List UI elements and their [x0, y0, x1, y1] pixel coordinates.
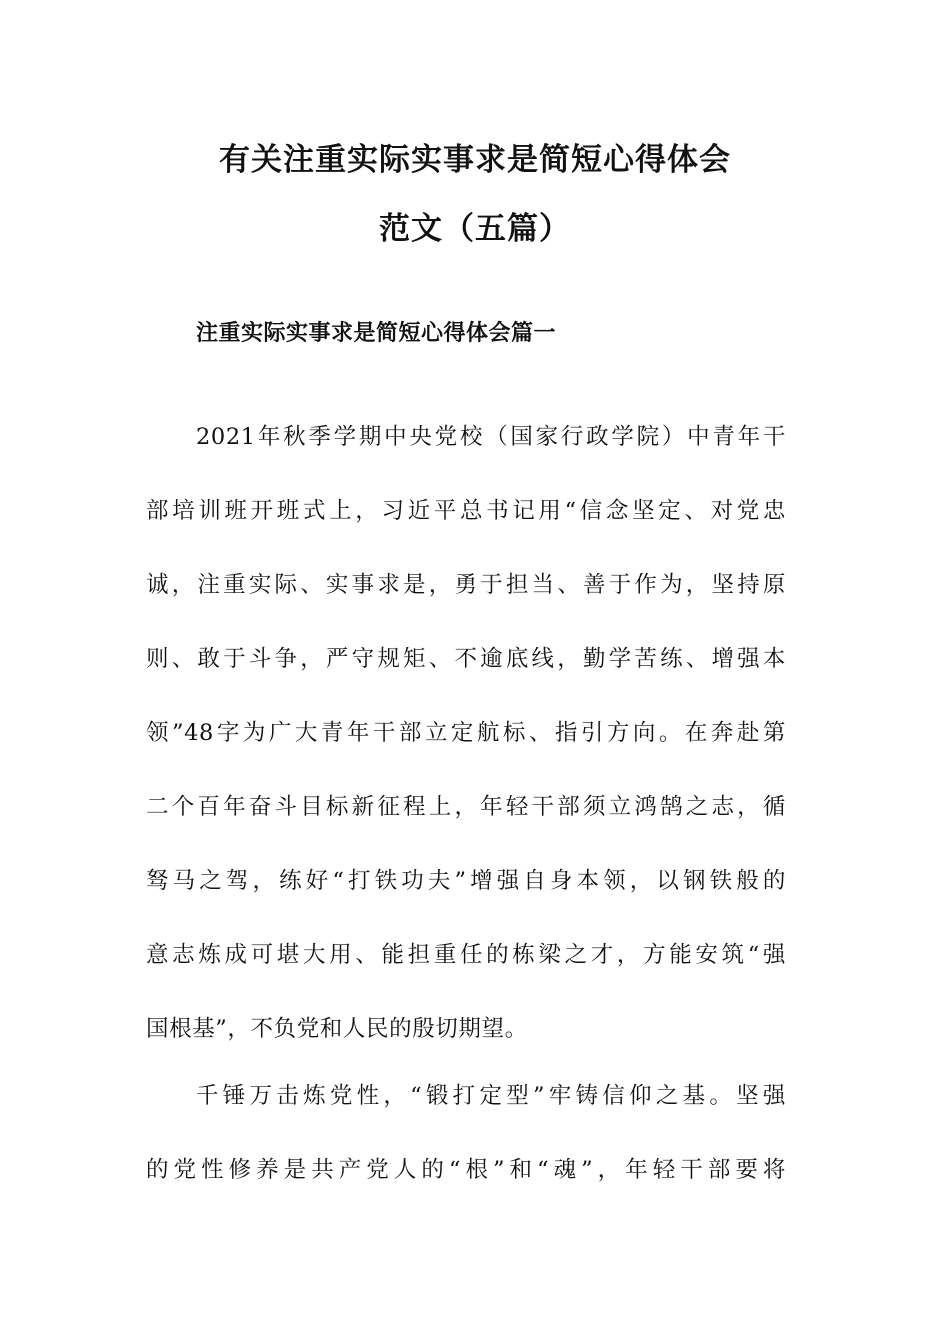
paragraph-1-line-7: 驽马之驾，练好“打铁功夫”增强自身本领，以钢铁般的: [146, 868, 786, 894]
section-heading: 注重实际实事求是简短心得体会篇一: [196, 321, 557, 346]
paragraph-2-line-1: 千锤万击炼党性，“锻打定型”牢铸信仰之基。坚强: [196, 1083, 786, 1109]
paragraph-1-line-5: 领”48字为广大青年干部立定航标、指引方向。在奔赴第: [146, 720, 786, 746]
document-title-line-2: 范文（五篇）: [379, 211, 571, 247]
paragraph-1-line-2: 部培训班开班式上，习近平总书记用“信念坚定、对党忠: [146, 498, 786, 524]
paragraph-1-line-4: 则、敢于斗争，严守规矩、不逾底线，勤学苦练、增强本: [146, 646, 786, 672]
paragraph-1-line-6: 二个百年奋斗目标新征程上，年轻干部须立鸿鹄之志，循: [146, 794, 786, 820]
paragraph-1-line-3: 诚，注重实际、实事求是，勇于担当、善于作为，坚持原: [146, 572, 786, 598]
document-title-line-1: 有关注重实际实事求是简短心得体会: [219, 142, 731, 178]
paragraph-1-line-8: 意志炼成可堪大用、能担重任的栋梁之才，方能安筑“强: [146, 942, 786, 968]
paragraph-2-line-2: 的党性修养是共产党人的“根”和“魂”，年轻干部要将: [146, 1157, 786, 1183]
paragraph-1-line-1: 2021年秋季学期中央党校（国家行政学院）中青年干: [196, 424, 786, 450]
paragraph-1-line-9: 国根基”，不负党和人民的殷切期望。: [146, 1016, 528, 1042]
